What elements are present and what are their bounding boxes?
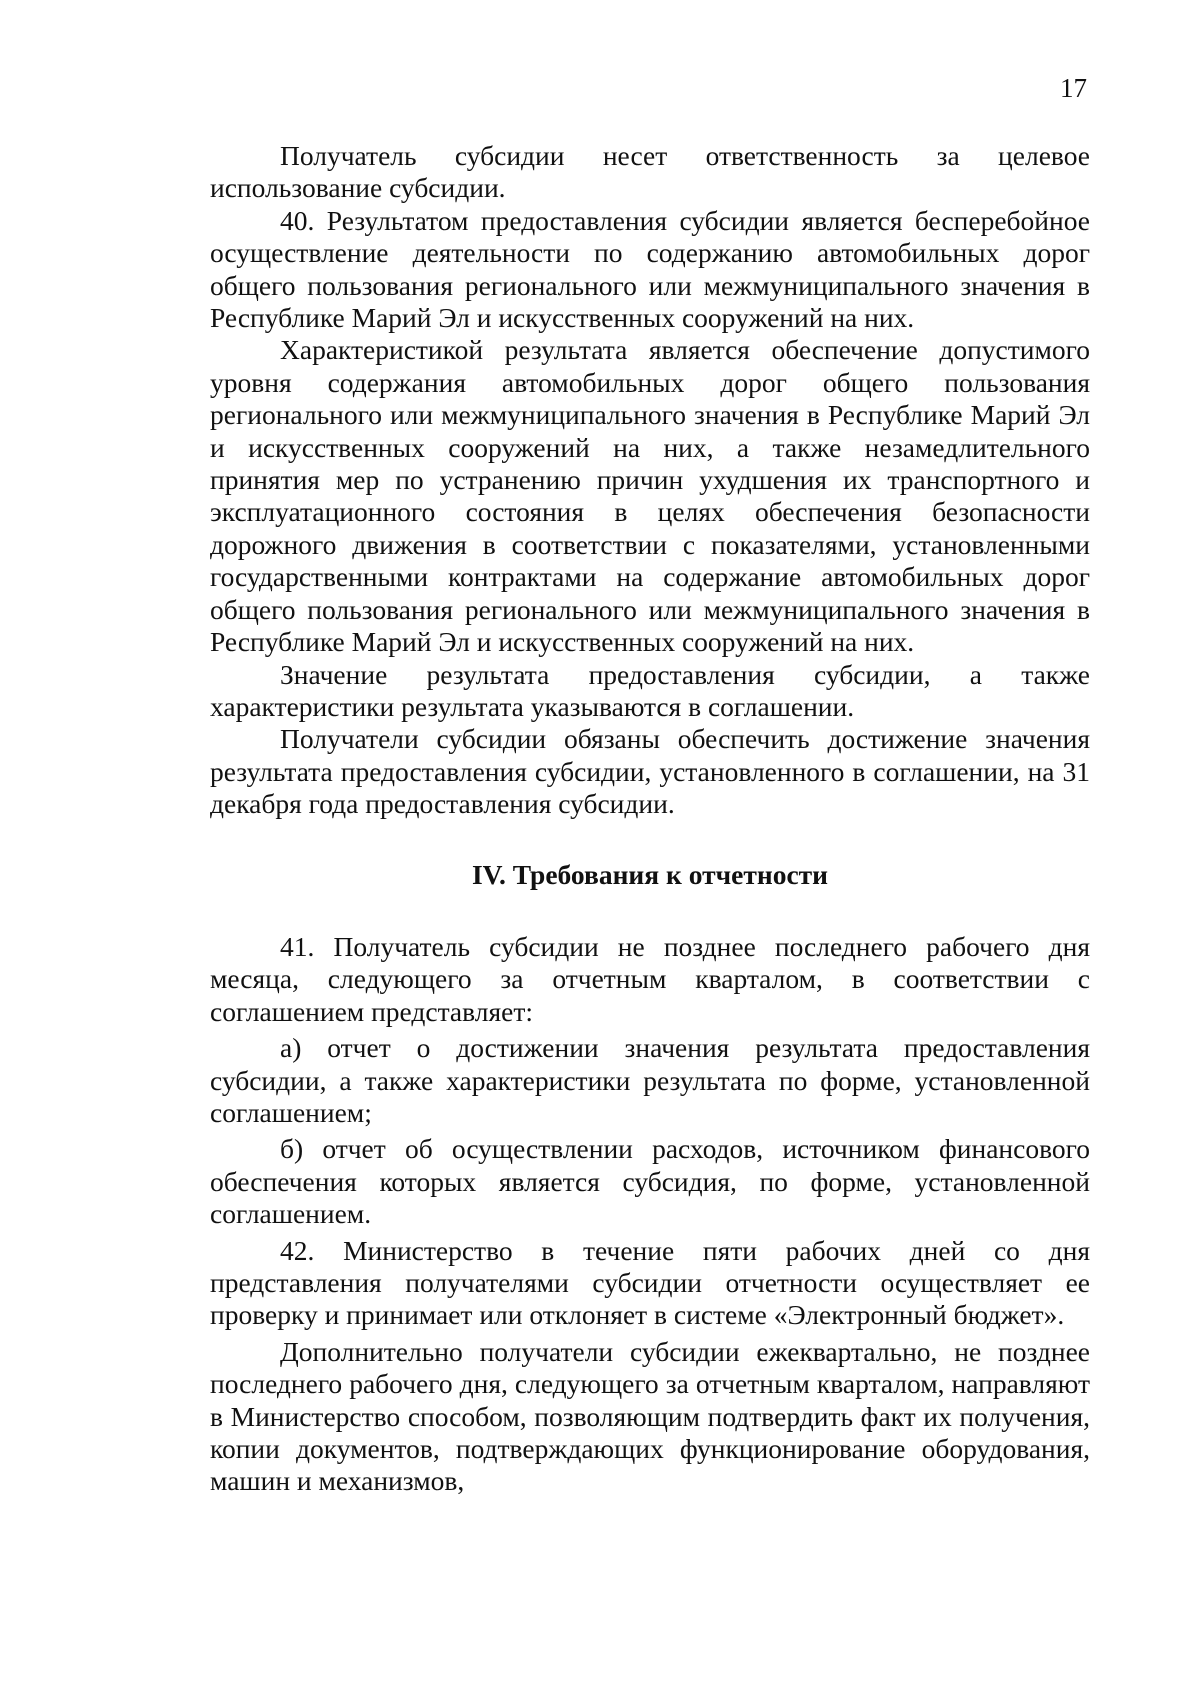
list-item-a: а) отчет о достижении значения результата предоставления субсидии, а также характеристики результата по форме, установленной соглашением; xyxy=(210,1032,1090,1128)
paragraph-responsibility: Получатель субсидии несет ответственность за целевое использование субсидии. xyxy=(210,140,1090,204)
paragraph-recipient-obligation: Получатели субсидии обязаны обеспечить достижение значения результата предоставления субсидии, установленного в соглашении, на 31 декабря года предоставления субсидии. xyxy=(210,723,1090,820)
paragraph-result-characteristic: Характеристикой результата является обеспечение допустимого уровня содержания автомобильных дорог общего пользования регионального или межмуниципального значения в Республике Марий Эл и искусственных сооружений на них, а также незамедлительного принятия мер по устранению причин ухудшения их транспортного и эксплуатационного состояния в целях обеспечения безопасности дорожного движения в соответствии с показателями, установленными государственными контрактами на содержание автомобильных дорог общего пользования регионального или межмуниципального значения в Республике Марий Эл и искусственных сооружений на них. xyxy=(210,334,1090,658)
section-title: IV. Требования к отчетности xyxy=(471,858,829,890)
page-number: 17 xyxy=(1060,73,1087,103)
document-body xyxy=(210,140,1090,1498)
paragraph-result-value: Значение результата предоставления субсидии, а также характеристики результата указываются в соглашении. xyxy=(210,658,1090,722)
paragraph-41-reporting: 41. Получатель субсидии не позднее последнего рабочего дня месяца, следующего за отчетным кварталом, в соответствии с соглашением представляет: xyxy=(210,930,1090,1027)
paragraph-42-ministry: 42. Министерство в течение пяти рабочих дней со дня представления получателями субсидии отчетности осуществляет ее проверку и принимает или отклоняет в системе «Электронный бюджет». xyxy=(210,1234,1090,1331)
paragraph-40-result: 40. Результатом предоставления субсидии является бесперебойное осуществление деятельности по содержанию автомобильных дорог общего пользования регионального или межмуниципального значения в Республике Марий Эл и искусственных сооружений на них. xyxy=(210,204,1090,334)
paragraph-additional-documents: Дополнительно получатели субсидии ежеквартально, не позднее последнего рабочего дня, следующего за отчетным кварталом, направляют в Министерство способом, позволяющим подтвердить факт их получения, копии документов, подтверждающих функционирование оборудования, машин и механизмов, xyxy=(210,1335,1090,1497)
list-item-b: б) отчет об осуществлении расходов, источником финансового обеспечения которых является субсидия, по форме, установленной соглашением. xyxy=(210,1133,1090,1230)
